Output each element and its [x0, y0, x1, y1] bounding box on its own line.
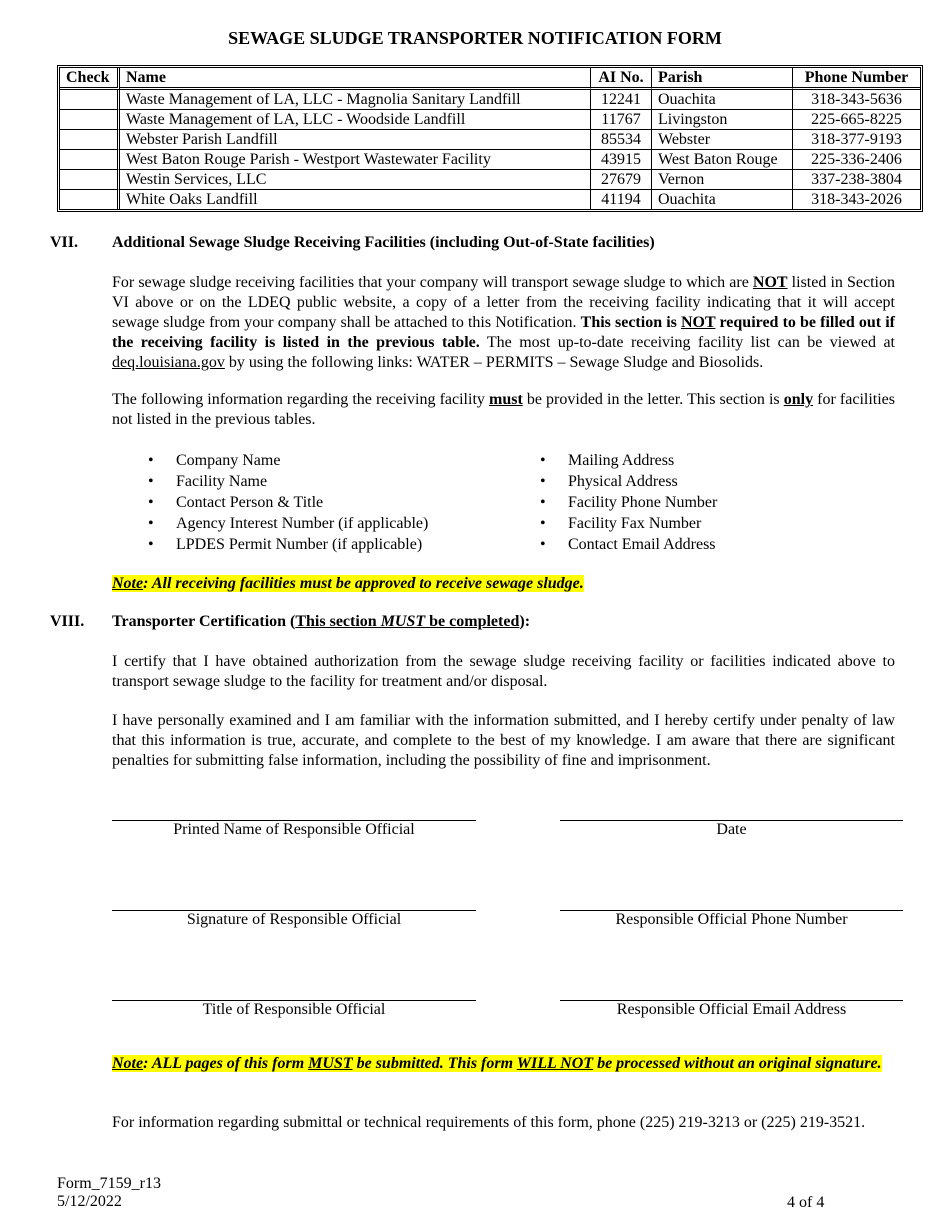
- page-number: 4 of 4: [787, 1194, 825, 1211]
- phone-cell: 337-238-3804: [793, 170, 920, 190]
- column-header-check: Check: [60, 68, 120, 90]
- table-row: [60, 130, 920, 150]
- facility-name-cell: Webster Parish Landfill: [120, 130, 591, 150]
- list-item: • Contact Email Address: [540, 534, 717, 555]
- phone-cell: 318-377-9193: [793, 130, 920, 150]
- form-date: 5/12/2022: [57, 1193, 122, 1210]
- section-viii-number: VIII.: [50, 613, 85, 630]
- section-vii-paragraph-1: For sewage sludge receiving facilities that your company will transport sewage sludge to which are NOT listed in Section VI above or on the LDEQ public website, a copy of a letter from the receiving facility indicating that it will accept sewage sludge from your company shall be attached to this Notification. This section is NOT required to be filled out if the receiving facility is listed in the previous table. The most up-to-date receiving facility list can be viewed at deq.louisiana.gov by using the following links: WATER – PERMITS – Sewage Sludge and Biosolids.: [112, 274, 895, 371]
- email-label: Responsible Official Email Address: [616, 1001, 847, 1018]
- section-vii-paragraph-2: The following information regarding the receiving facility must be provided in the letter. This section is only for facilities not listed in the previous tables.: [112, 391, 895, 428]
- check-cell[interactable]: [60, 130, 120, 150]
- ai-number-cell: 11767: [591, 110, 652, 130]
- printed-name-label: Printed Name of Responsible Official: [173, 821, 415, 838]
- parish-cell: West Baton Rouge: [652, 150, 793, 170]
- phone-cell: 225-665-8225: [793, 110, 920, 130]
- deq-website-link[interactable]: deq.louisiana.gov: [112, 354, 225, 371]
- table-header-row: [60, 68, 920, 90]
- page-title: SEWAGE SLUDGE TRANSPORTER NOTIFICATION FORM: [228, 28, 722, 48]
- section-viii-paragraph-2: I have personally examined and I am familiar with the information submitted, and I hereby certify under penalty of law that this information is true, accurate, and complete to the best of my knowledge. I am aware that there are significant penalties for submitting false information, including the possibility of fine and imprisonment.: [112, 712, 895, 769]
- ai-number-cell: 12241: [591, 90, 652, 110]
- parish-cell: Ouachita: [652, 90, 793, 110]
- check-cell[interactable]: [60, 170, 120, 190]
- column-header-parish: Parish: [652, 68, 793, 90]
- phone-cell: 318-343-2026: [811, 191, 902, 208]
- facility-name-cell: West Baton Rouge Parish - Westport Wastewater Facility: [120, 150, 591, 170]
- list-item: • Agency Interest Number (if applicable): [148, 513, 428, 534]
- table-row: [60, 110, 920, 130]
- ai-number-cell: 85534: [591, 130, 652, 150]
- facility-name-cell: Westin Services, LLC: [120, 170, 591, 190]
- parish-cell: Ouachita: [652, 190, 793, 209]
- phone-label: Responsible Official Phone Number: [615, 911, 848, 928]
- table-row: [60, 90, 920, 110]
- column-header-ai-no: AI No.: [591, 68, 652, 90]
- list-item: • Company Name: [148, 450, 428, 471]
- ai-number-cell: 43915: [591, 150, 652, 170]
- table-row: [60, 190, 920, 209]
- check-cell[interactable]: [60, 90, 120, 110]
- facility-name-cell: White Oaks Landfill: [120, 190, 591, 209]
- column-header-phone: Phone Number: [793, 68, 920, 90]
- list-item: • Mailing Address: [540, 450, 717, 471]
- receiving-facilities-table: [57, 65, 923, 212]
- signature-label: Signature of Responsible Official: [186, 911, 402, 928]
- parish-cell: Livingston: [652, 110, 793, 130]
- list-item: • Facility Phone Number: [540, 492, 717, 513]
- facility-name-cell: Waste Management of LA, LLC - Magnolia Sanitary Landfill: [120, 90, 591, 110]
- ai-number-cell: 41194: [591, 190, 652, 209]
- section-vii-heading: Additional Sewage Sludge Receiving Facilities (including Out-of-State facilities): [112, 234, 655, 251]
- list-item: • Physical Address: [540, 471, 717, 492]
- list-item: • Facility Name: [148, 471, 428, 492]
- required-info-list-left: [148, 450, 428, 555]
- date-label: Date: [716, 821, 747, 838]
- check-cell[interactable]: [60, 110, 120, 130]
- facility-name-cell: Waste Management of LA, LLC - Woodside Landfill: [120, 110, 591, 130]
- phone-cell: 225-336-2406: [793, 150, 920, 170]
- phone-cell: 318-343-5636: [793, 90, 920, 110]
- list-item: • Contact Person & Title: [148, 492, 428, 513]
- ai-number-cell: 27679: [591, 170, 652, 190]
- title-label: Title of Responsible Official: [202, 1001, 386, 1018]
- table-row: [60, 170, 920, 190]
- parish-cell: Webster: [652, 130, 793, 150]
- column-header-name: Name: [120, 68, 591, 90]
- list-item: • LPDES Permit Number (if applicable): [148, 534, 428, 555]
- form-id: Form_7159_r13: [57, 1175, 161, 1192]
- check-cell[interactable]: [60, 190, 120, 209]
- section-viii-heading: Transporter Certification (This section MUST be completed):: [112, 613, 531, 630]
- section-viii-paragraph-1: I certify that I have obtained authorization from the sewage sludge receiving facility or facilities indicated above to transport sewage sludge to the facility for treatment and/or disposal.: [112, 653, 895, 690]
- required-info-list-right: [540, 450, 717, 555]
- parish-cell: Vernon: [652, 170, 793, 190]
- table-row: [60, 150, 920, 170]
- submission-note: Note: ALL pages of this form MUST be submitted. This form WILL NOT be processed without an original signature.: [112, 1055, 882, 1072]
- check-cell[interactable]: [60, 150, 120, 170]
- contact-info: For information regarding submittal or technical requirements of this form, phone (225) 219-3213 or (225) 219-3521.: [112, 1114, 866, 1131]
- section-vii-note: Note: All receiving facilities must be approved to receive sewage sludge.: [112, 575, 584, 592]
- footer: [57, 1175, 161, 1211]
- section-vii-number: VII.: [50, 234, 79, 251]
- list-item: • Facility Fax Number: [540, 513, 717, 534]
